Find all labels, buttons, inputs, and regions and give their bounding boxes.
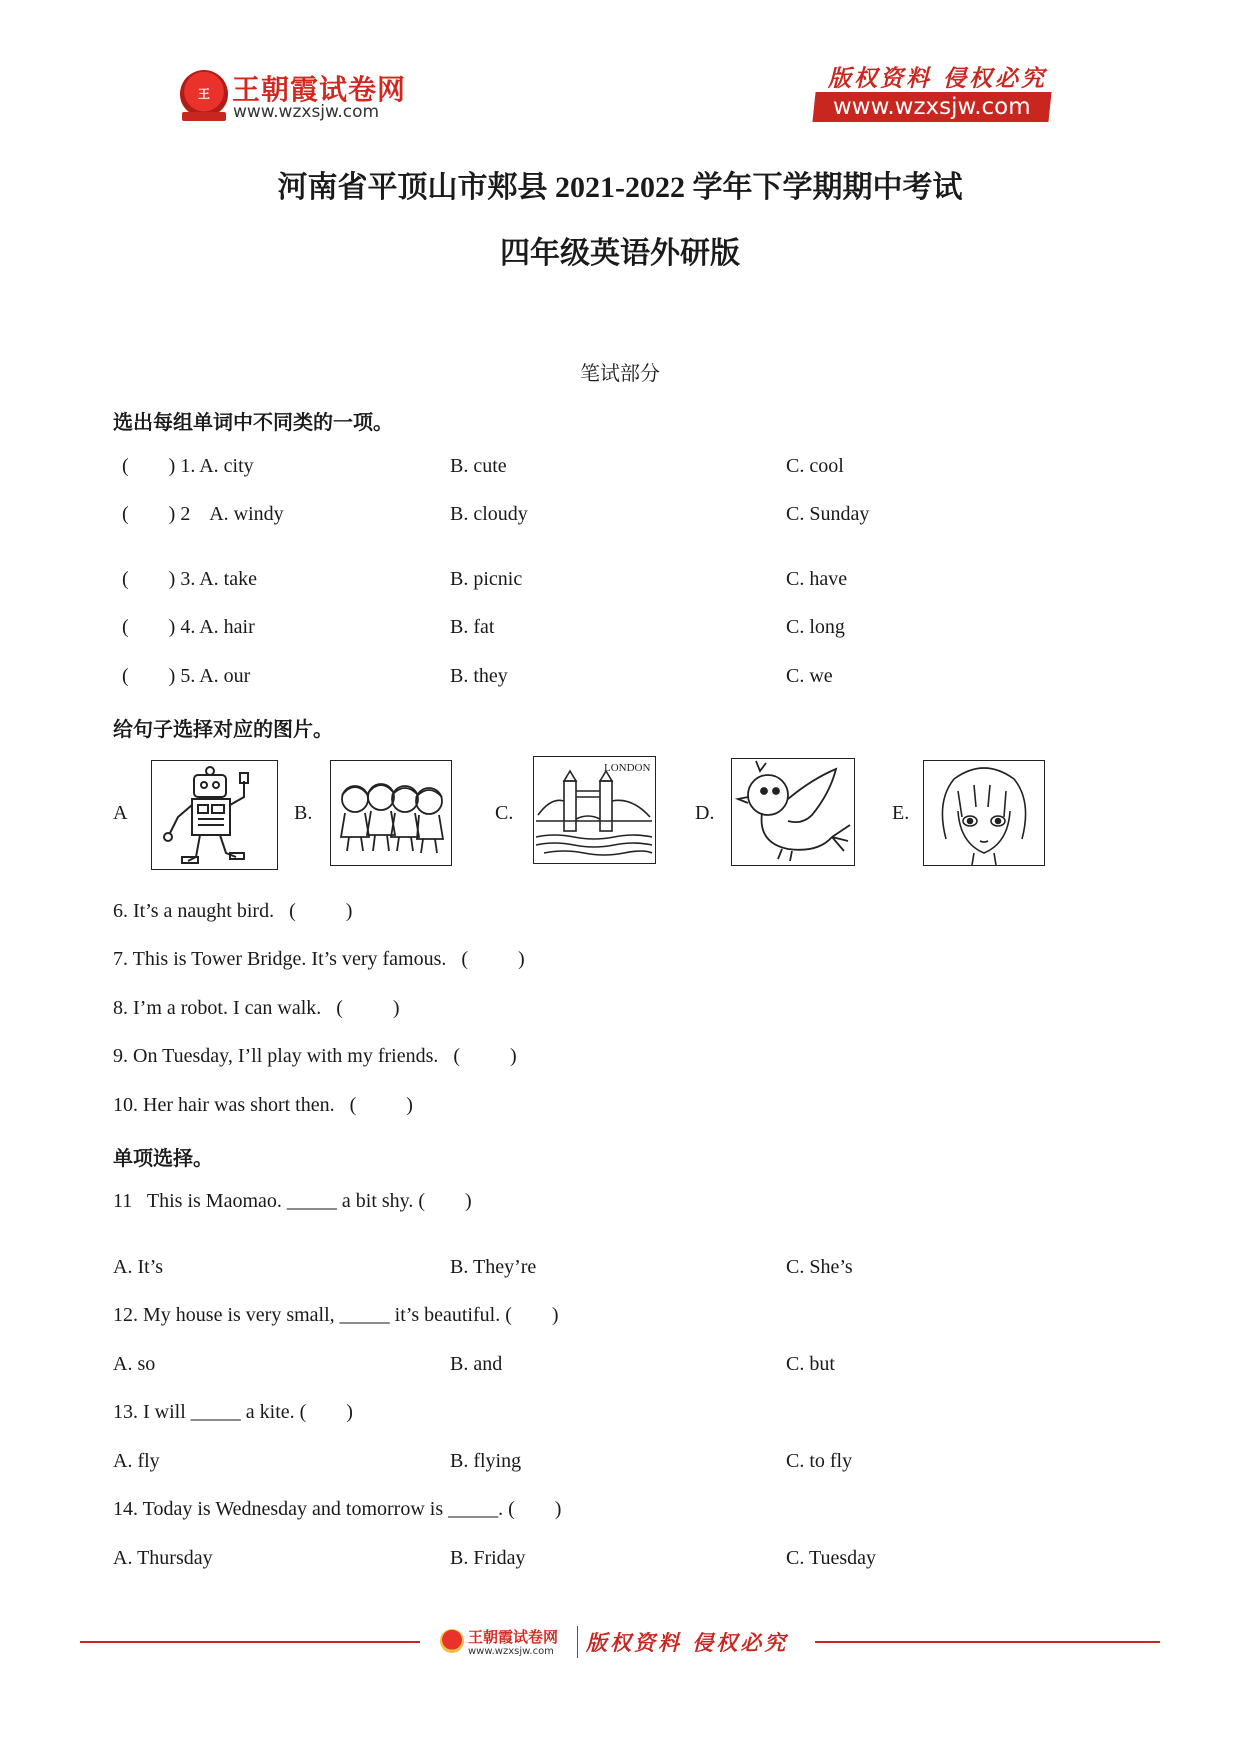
picture-label-c: C. [495, 802, 514, 824]
q13-option-c: C. to fly [786, 1450, 853, 1472]
section-heading: 笔试部分 [580, 363, 660, 385]
q14-option-a: A. Thursday [113, 1547, 213, 1569]
copyright-url-banner [812, 92, 1051, 122]
q3-stem: ( ) 3. A. take [122, 568, 257, 590]
q5-stem: ( ) 5. A. our [122, 665, 251, 687]
girl-face-icon [924, 761, 1044, 865]
q11-stem: 11 This is Maomao. _____ a bit shy. ( ) [113, 1190, 472, 1212]
q11-option-a: A. It’s [113, 1256, 163, 1278]
footer-brand-name: 王朝霞试卷网 [468, 1628, 559, 1646]
sentence-10: 10. Her hair was short then. ( ) [113, 1094, 413, 1116]
part1-instruction: 选出每组单词中不同类的一项。 [113, 412, 393, 434]
q12-stem: 12. My house is very small, _____ it’s beautiful. ( ) [113, 1304, 559, 1326]
q5-option-b: B. they [450, 665, 508, 687]
q5-option-c: C. we [786, 665, 833, 687]
children-icon [331, 761, 451, 865]
q2-option-b: B. cloudy [450, 503, 528, 525]
tower-bridge-picture [533, 756, 656, 864]
q13-option-b: B. flying [450, 1450, 522, 1472]
picture-label-d: D. [695, 802, 715, 824]
footer-copyright: 版权资料 侵权必究 [586, 1630, 789, 1655]
brand-name: 王朝霞试卷网 [232, 73, 407, 106]
q2-option-c: C. Sunday [786, 503, 870, 525]
robot-picture [151, 760, 278, 870]
sentence-8: 8. I’m a robot. I can walk. ( ) [113, 997, 400, 1019]
copyright-url: www.wzxsjw.com [833, 94, 1031, 120]
sentence-7: 7. This is Tower Bridge. It’s very famous. ( ) [113, 948, 525, 970]
q13-stem: 13. I will _____ a kite. ( ) [113, 1401, 353, 1423]
sentence-9: 9. On Tuesday, I’ll play with my friends. ( ) [113, 1045, 517, 1067]
q1-stem: ( ) 1. A. city [122, 455, 254, 477]
q4-option-b: B. fat [450, 616, 495, 638]
brand-logo-icon: 王 [180, 70, 228, 118]
part2-instruction: 给句子选择对应的图片。 [113, 719, 333, 741]
q3-option-c: C. have [786, 568, 848, 590]
footer-logo-icon [440, 1629, 464, 1653]
picture-label-b: B. [294, 802, 313, 824]
footer-divider [577, 1626, 578, 1658]
q4-option-c: C. long [786, 616, 845, 638]
q12-option-a: A. so [113, 1353, 156, 1375]
bird-icon [732, 759, 854, 865]
part3-instruction: 单项选择。 [113, 1148, 213, 1170]
q1-option-b: B. cute [450, 455, 507, 477]
q11-option-c: C. She’s [786, 1256, 853, 1278]
robot-icon [152, 761, 277, 869]
footer-brand-url: www.wzxsjw.com [468, 1646, 554, 1657]
bird-picture [731, 758, 855, 866]
footer-rule-left [80, 1641, 420, 1643]
exam-subtitle: 四年级英语外研版 [500, 237, 740, 270]
q14-stem: 14. Today is Wednesday and tomorrow is _____. ( ) [113, 1498, 562, 1520]
children-picture [330, 760, 452, 866]
q14-option-b: B. Friday [450, 1547, 526, 1569]
q13-option-a: A. fly [113, 1450, 160, 1472]
brand-logo-ribbon [182, 112, 226, 121]
q14-option-c: C. Tuesday [786, 1547, 877, 1569]
q1-option-c: C. cool [786, 455, 844, 477]
q12-option-b: B. and [450, 1353, 503, 1375]
copyright-notice: 版权资料 侵权必究 [828, 65, 1048, 92]
brand-url: www.wzxsjw.com [233, 102, 380, 122]
q3-option-b: B. picnic [450, 568, 523, 590]
picture-label-e: E. [892, 802, 910, 824]
exam-title: 河南省平顶山市郏县 2021-2022 学年下学期期中考试 [277, 171, 963, 204]
footer-rule-right [815, 1641, 1160, 1643]
tower-bridge-icon [534, 757, 655, 863]
girl-picture [923, 760, 1045, 866]
q11-option-b: B. They’re [450, 1256, 537, 1278]
q12-option-c: C. but [786, 1353, 835, 1375]
sentence-6: 6. It’s a naught bird. ( ) [113, 900, 353, 922]
q2-stem: ( ) 2 A. windy [122, 503, 284, 525]
picture-label-a: A [113, 802, 128, 824]
q4-stem: ( ) 4. A. hair [122, 616, 255, 638]
london-caption: LONDON [604, 762, 651, 774]
